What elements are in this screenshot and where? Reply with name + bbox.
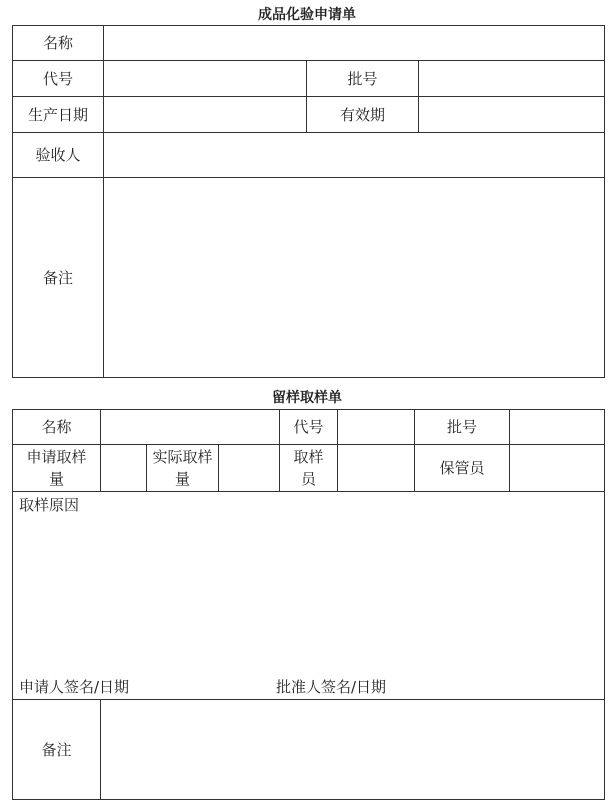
receiver-label: 验收人 (13, 133, 104, 178)
remarks-label: 备注 (13, 700, 101, 800)
batch-field[interactable] (510, 410, 605, 445)
custodian-label: 保管员 (415, 445, 510, 492)
name-label: 名称 (13, 26, 104, 61)
actual-qty-field[interactable] (219, 445, 280, 492)
finished-product-test-request-table (12, 25, 605, 378)
batch-field[interactable] (419, 61, 605, 97)
expiry-label: 有效期 (307, 97, 419, 133)
sampler-label: 取样员 (280, 445, 338, 492)
batch-label: 批号 (307, 61, 419, 97)
code-label: 代号 (280, 410, 338, 445)
expiry-field[interactable] (419, 97, 605, 133)
actual-qty-label: 实际取样量 (147, 445, 219, 492)
production-date-label: 生产日期 (13, 97, 104, 133)
form2-title: 留样取样单 (272, 390, 342, 406)
name-field[interactable] (101, 410, 280, 445)
name-label: 名称 (13, 410, 101, 445)
batch-label: 批号 (415, 410, 510, 445)
code-field[interactable] (104, 61, 307, 97)
sampler-field[interactable] (338, 445, 415, 492)
code-field[interactable] (338, 410, 415, 445)
sampling-reason-label: 取样原因 (19, 496, 80, 514)
retention-sampling-table (12, 409, 605, 800)
production-date-field[interactable] (104, 97, 307, 133)
code-label: 代号 (13, 61, 104, 97)
requested-qty-field[interactable] (101, 445, 147, 492)
form1-title: 成品化验申请单 (258, 7, 356, 23)
custodian-field[interactable] (510, 445, 605, 492)
remarks-label: 备注 (13, 178, 104, 378)
receiver-field[interactable] (104, 133, 605, 178)
approver-signature-label: 批准人签名/日期 (276, 678, 387, 696)
applicant-signature-label: 申请人签名/日期 (19, 678, 130, 696)
remarks-field[interactable] (104, 178, 605, 378)
remarks-field[interactable] (101, 700, 605, 800)
name-field[interactable] (104, 26, 605, 61)
requested-qty-label: 申请取样量 (13, 445, 101, 492)
sampling-reason-section[interactable] (13, 492, 605, 700)
